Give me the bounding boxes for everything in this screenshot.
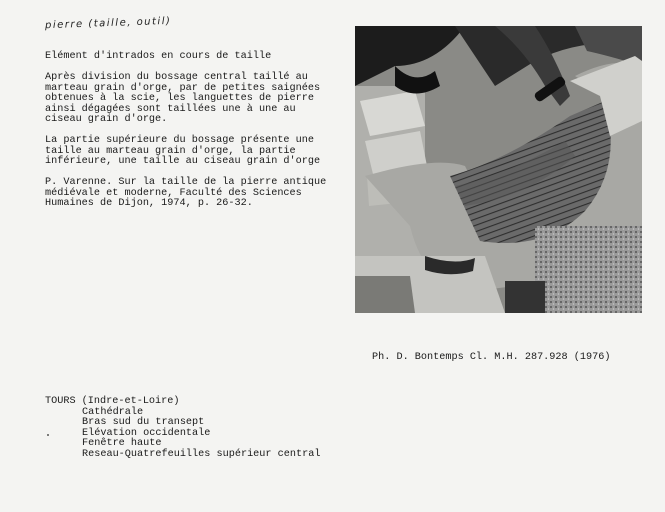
location-line: Reseau-Quatrefeuilles supérieur central [82,448,321,460]
photo-illustration [355,26,642,313]
photo-credit: Ph. D. Bontemps Cl. M.H. 287.928 (1976) [372,352,611,363]
location-block [45,397,320,461]
location-line: Fenêtre haute [82,438,162,450]
description-paragraph-2: La partie supérieure du bossage présente une taille au marteau grain d'orge, la partie inférieure, une taille au ciseau grain d'orge [45,135,321,168]
description-paragraph-1: Après division du bossage central taillé au marteau grain d'orge, par de petites saignées obtenues à la scie, les languettes de pierre ainsi dégagées sont taillées une à une au ciseau grain d'orge. [45,72,321,126]
bibliography-reference: P. Varenne. Sur la taille de la pierre antique médiévale et moderne, Faculté des Sciences Humaines de Dijon, 1974, p. 26-32. [45,177,327,210]
location-line: Bras sud du transept [82,417,205,429]
decorative-dot [47,434,49,436]
handwritten-note: pierre (taille, outil) [44,15,172,32]
location-city: TOURS (Indre-et-Loire) [45,396,180,407]
location-line: Elévation occidentale [82,427,211,439]
document-title: Elément d'intrados en cours de taille [45,51,272,62]
stone-carving-photo [355,26,642,313]
location-line: Cathédrale [82,406,144,418]
